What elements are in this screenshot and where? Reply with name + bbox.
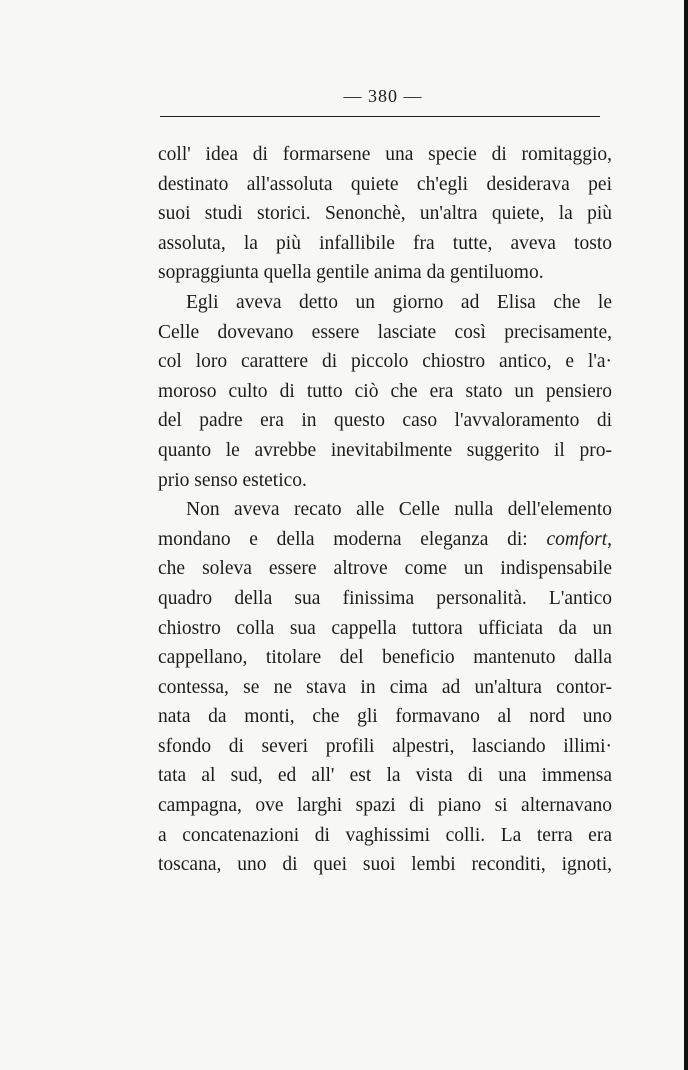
- page-edge-shadow: [684, 0, 688, 1070]
- text-line: sfondo di severi profili alpestri, lasciando illimi·: [158, 735, 612, 757]
- page-number: — 380 —: [343, 86, 423, 106]
- text-line: mondano e della moderna eleganza di: comfort,: [158, 528, 612, 550]
- header-rule: [160, 116, 600, 117]
- text-line: Celle dovevano essere lasciate così precisamente,: [158, 321, 612, 343]
- text-line: col loro carattere di piccolo chiostro antico, e l'a·: [158, 351, 612, 373]
- text-line: a concatenazioni di vaghissimi colli. La terra era: [158, 824, 612, 846]
- text-line: contessa, se ne stava in cima ad un'altura contor-: [158, 676, 612, 698]
- text-line: prio senso estetico.: [158, 469, 307, 491]
- text-line: quadro della sua finissima personalità. L'antico: [158, 587, 612, 609]
- text-line: moroso culto di tutto ciò che era stato un pensiero: [158, 380, 612, 402]
- text-line: nata da monti, che gli formavano al nord uno: [158, 706, 612, 728]
- text-line: sopraggiunta quella gentile anima da gentiluomo.: [158, 262, 544, 284]
- text-line: che soleva essere altrove come un indispensabile: [158, 558, 612, 580]
- text-line: del padre era in questo caso l'avvaloramento di: [158, 410, 612, 432]
- text-line: campagna, ove larghi spazi di piano si alternavano: [158, 795, 612, 817]
- text-line: destinato all'assoluta quiete ch'egli desiderava pei: [158, 173, 612, 195]
- italic-word: comfort: [546, 528, 608, 550]
- text-line: suoi studi storici. Senonchè, un'altra quiete, la più: [158, 203, 612, 225]
- text-line: chiostro colla sua cappella tuttora ufficiata da un: [158, 617, 612, 639]
- text-line: tata al sud, ed all' est la vista di una immensa: [158, 765, 612, 787]
- text-line: Non aveva recato alle Celle nulla dell'elemento: [186, 499, 612, 521]
- text-line: quanto le avrebbe inevitabilmente suggerito il pro-: [158, 439, 612, 461]
- text-line: Egli aveva detto un giorno ad Elisa che le: [186, 291, 612, 313]
- text-line: toscana, uno di quei suoi lembi reconditi, ignoti,: [158, 854, 612, 876]
- text-line: coll' idea di formarsene una specie di romitaggio,: [158, 144, 612, 165]
- body-text: [158, 140, 612, 880]
- text-line: cappellano, titolare del beneficio mantenuto dalla: [158, 647, 612, 669]
- text-line: assoluta, la più infallibile fra tutte, aveva tosto: [158, 232, 612, 254]
